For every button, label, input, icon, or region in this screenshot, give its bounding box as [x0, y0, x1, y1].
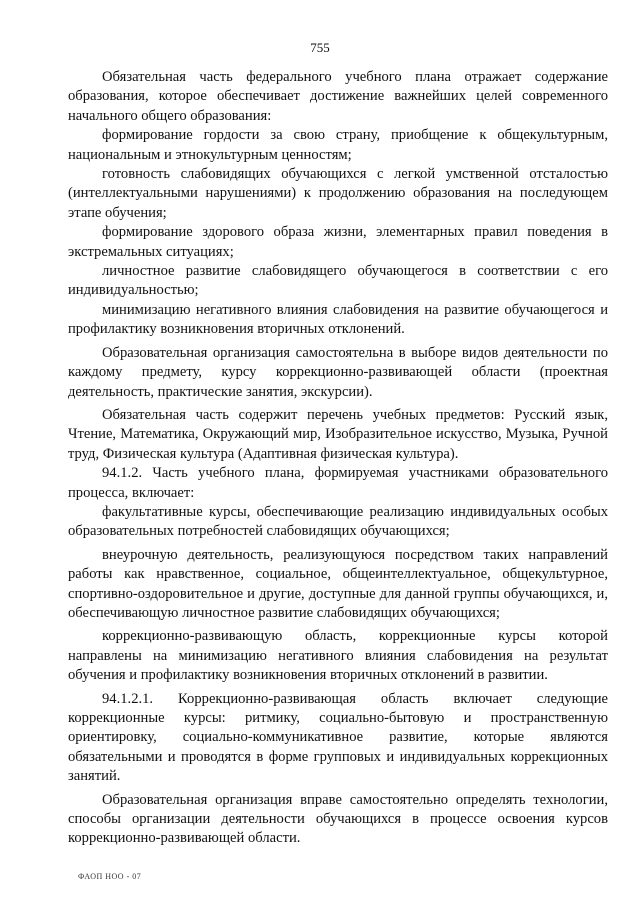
- paragraph: внеурочную деятельность, реализующуюся посредством таких направлений работы как нравственное, социальное, общеинтеллектуальное, общекультурное, спортивно-оздоровительное и другие, доступные для данной группы обучающихся, и, обеспечивающую личностное развитие слабовидящих обучающихся;: [68, 546, 608, 621]
- paragraph: минимизацию негативного влияния слабовидения на развитие обучающегося и профилактику возникновения вторичных отклонений.: [68, 301, 608, 338]
- page-number: 755: [310, 40, 330, 55]
- paragraph: личностное развитие слабовидящего обучающегося в соответствии с его индивидуальностью;: [68, 263, 608, 299]
- paragraph: готовность слабовидящих обучающихся с легкой умственной отсталостью (интеллектуальными нарушениями) к продолжению образования на последующем этапе обучения;: [68, 166, 608, 221]
- paragraph: коррекционно-развивающую область, коррекционные курсы которой направлены на минимизацию негативного влияния слабовидения на результат обучения и профилактику возникновения вторичных отклонений в развитии.: [68, 628, 608, 684]
- document-body: [68, 68, 608, 849]
- paragraph: формирование здорового образа жизни, элементарных правил поведения в экстремальных ситуациях;: [68, 224, 608, 260]
- page-footer: ФАОП НОО - 07: [78, 872, 142, 881]
- paragraph: Обязательная часть содержит перечень учебных предметов: Русский язык, Чтение, Математика, Окружающий мир, Изобразительное искусство, Музыка, Ручной труд, Физическая культура (Адаптивная физическая культура).: [68, 406, 608, 462]
- paragraph: факультативные курсы, обеспечивающие реализацию индивидуальных особых образовательных потребностей слабовидящих обучающихся;: [68, 503, 608, 540]
- paragraph: 94.1.2. Часть учебного плана, формируемая участниками образовательного процесса, включает:: [68, 465, 608, 501]
- paragraph: Обязательная часть федерального учебного плана отражает содержание образования, которое обеспечивает достижение важнейших целей современного начального общего образования:: [68, 69, 608, 124]
- paragraph: 94.1.2.1. Коррекционно-развивающая область включает следующие коррекционные курсы: ритмику, социально-бытовую и пространственную ориентировку, социально-коммуникативное развитие, которые являются обязательными и проводятся в форме групповых и индивидуальных коррекционных занятий.: [68, 690, 608, 785]
- paragraph: Образовательная организация вправе самостоятельно определять технологии, способы организации деятельности обучающихся в процессе освоения курсов коррекционно-развивающей области.: [68, 791, 608, 847]
- paragraph: формирование гордости за свою страну, приобщение к общекультурным, национальным и этнокультурным ценностям;: [68, 127, 608, 163]
- paragraph: Образовательная организация самостоятельна в выборе видов деятельности по каждому предмету, курсу коррекционно-развивающей области (проектная деятельность, практические занятия, экскурсии).: [68, 344, 608, 400]
